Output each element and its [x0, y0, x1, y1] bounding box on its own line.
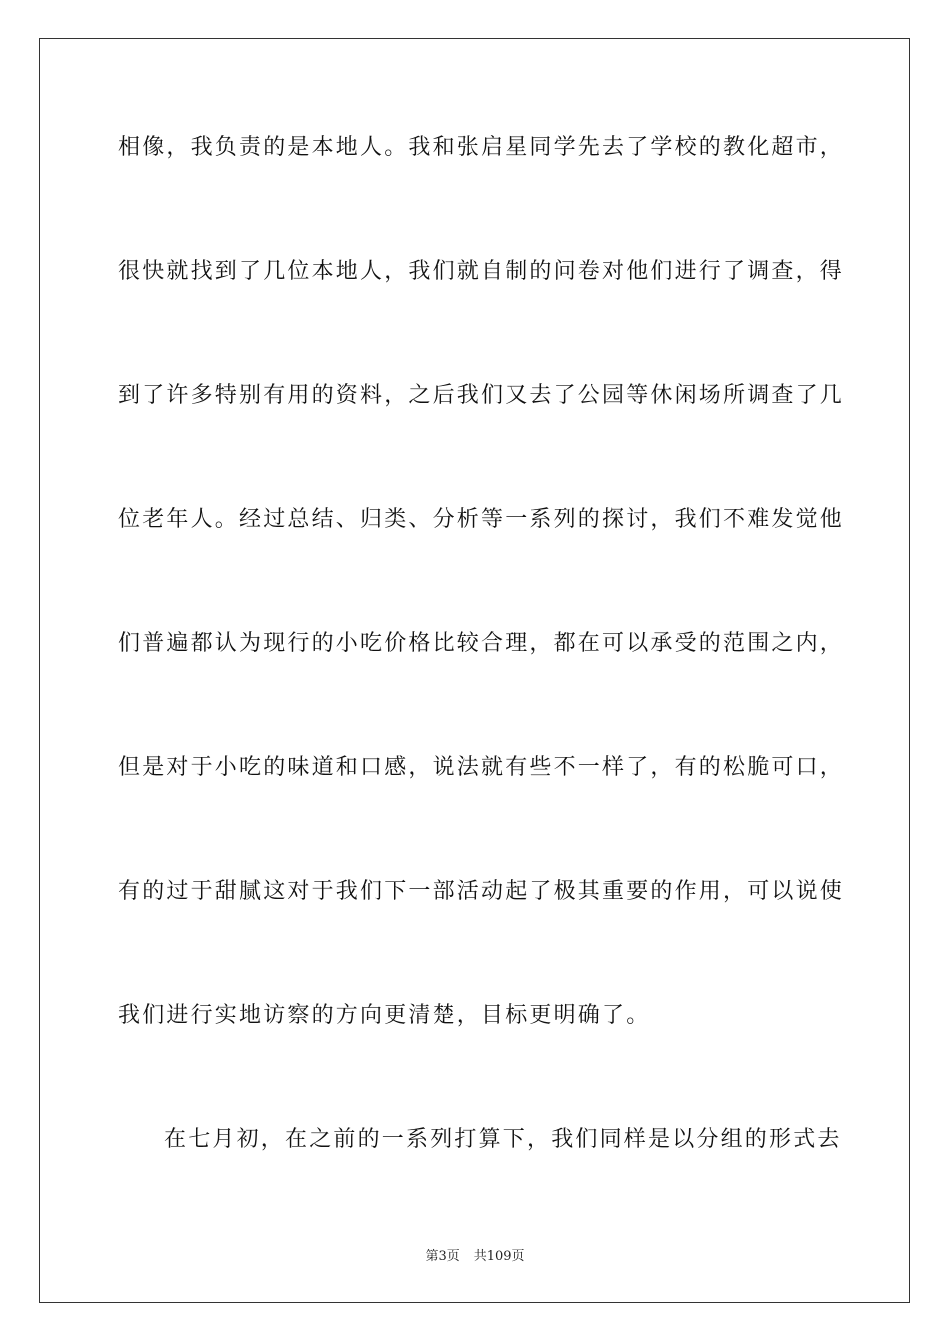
page-number: 第3页: [425, 1249, 460, 1264]
text-line: 相像，我负责的是本地人。我和张启星同学先去了学校的教化超市，: [118, 135, 845, 160]
text-line: 有的过于甜腻这对于我们下一部活动起了极其重要的作用，可以说使: [118, 879, 845, 904]
text-line: 到了许多特别有用的资料，之后我们又去了公园等休闲场所调查了几: [118, 383, 845, 408]
page-total: 共109页: [473, 1249, 525, 1264]
text-line: 但是对于小吃的味道和口感，说法就有些不一样了，有的松脆可口，: [118, 755, 845, 780]
text-line: 位老年人。经过总结、归类、分析等一系列的探讨，我们不难发觉他: [118, 507, 845, 532]
text-line: 们普遍都认为现行的小吃价格比较合理，都在可以承受的范围之内，: [118, 631, 845, 656]
page-footer: [0, 1247, 950, 1267]
paragraph-end-line: 我们进行实地访察的方向更清楚，目标更明确了。: [118, 1003, 651, 1028]
text-line: 很快就找到了几位本地人，我们就自制的问卷对他们进行了调查，得: [118, 259, 845, 284]
paragraph-start-line: 在七月初，在之前的一系列打算下，我们同样是以分组的形式去: [164, 1127, 842, 1152]
document-body: [118, 128, 845, 1244]
